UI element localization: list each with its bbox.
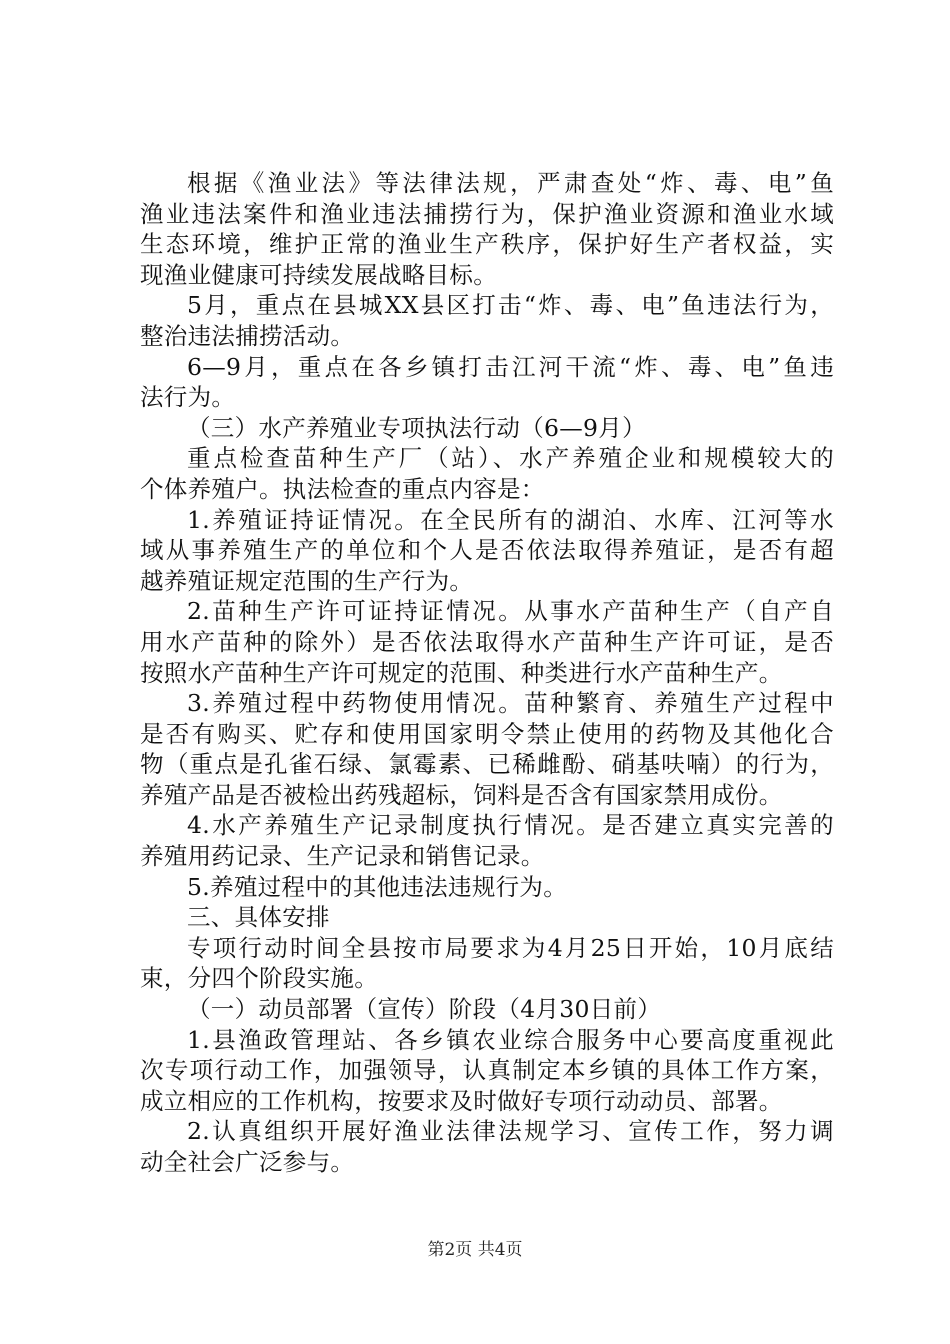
- paragraph-line: 个体养殖户。执法检查的重点内容是：: [140, 474, 545, 503]
- paragraph-line: 重点检查苗种生产厂（站）、水产养殖企业和规模较大的: [187, 444, 834, 473]
- paragraph-line: 1.养殖证持证情况。在全民所有的湖泊、水库、江河等水: [187, 505, 834, 534]
- paragraph-line: 5月，重点在县城XX县区打击“炸、毒、电”鱼违法行为，: [187, 291, 834, 320]
- paragraph-line: 生态环境，维护正常的渔业生产秩序，保护好生产者权益，实: [140, 230, 834, 259]
- paragraph-line: 用水产苗种的除外）是否依法取得水产苗种生产许可证，是否: [140, 627, 834, 656]
- section-heading: （一）动员部署（宣传）阶段（4月30日前）: [187, 995, 662, 1024]
- paragraph-line: 6—9月，重点在各乡镇打击江河干流“炸、毒、电”鱼违: [187, 352, 834, 381]
- paragraph-line: 2.苗种生产许可证持证情况。从事水产苗种生产（自产自: [187, 597, 834, 626]
- page-footer: 第2页 共4页: [427, 1240, 523, 1260]
- paragraph-line: 养殖产品是否被检出药残超标，饲料是否含有国家禁用成份。: [140, 780, 783, 809]
- paragraph-line: 渔业违法案件和渔业违法捕捞行为，保护渔业资源和渔业水域: [140, 199, 834, 228]
- paragraph-line: 次专项行动工作，加强领导，认真制定本乡镇的具体工作方案，: [140, 1056, 834, 1085]
- paragraph-line: 5.养殖过程中的其他违法违规行为。: [187, 872, 568, 901]
- paragraph-line: 4.水产养殖生产记录制度执行情况。是否建立真实完善的: [187, 811, 834, 840]
- paragraph-line: 整治违法捕捞活动。: [140, 321, 355, 350]
- paragraph-line: 成立相应的工作机构，按要求及时做好专项行动动员、部署。: [140, 1086, 783, 1115]
- paragraph-line: 根据《渔业法》等法律法规，严肃查处“炸、毒、电”鱼: [187, 169, 834, 197]
- section-heading: （三）水产养殖业专项执法行动（6—9月）: [187, 413, 646, 442]
- paragraph-line: 3.养殖过程中药物使用情况。苗种繁育、养殖生产过程中: [187, 689, 834, 718]
- paragraph-line: 法行为。: [140, 383, 236, 412]
- paragraph-line: 1.县渔政管理站、各乡镇农业综合服务中心要高度重视此: [187, 1025, 834, 1054]
- paragraph-line: 是否有购买、贮存和使用国家明令禁止使用的药物及其他化合: [140, 719, 834, 748]
- paragraph-line: 养殖用药记录、生产记录和销售记录。: [140, 842, 545, 871]
- paragraph-line: 按照水产苗种生产许可规定的范围、种类进行水产苗种生产。: [140, 658, 783, 687]
- document-body: [140, 168, 834, 1178]
- paragraph-line: 动全社会广泛参与。: [140, 1148, 355, 1176]
- section-heading: 三、具体安排: [187, 903, 330, 932]
- paragraph-line: 域从事养殖生产的单位和个人是否依法取得养殖证，是否有超: [140, 536, 834, 565]
- paragraph-line: 物（重点是孔雀石绿、氯霉素、已稀雌酚、硝基呋喃）的行为，: [140, 750, 834, 779]
- paragraph-line: 2.认真组织开展好渔业法律法规学习、宣传工作，努力调: [187, 1117, 834, 1146]
- paragraph-line: 束，分四个阶段实施。: [140, 964, 378, 993]
- paragraph-line: 越养殖证规定范围的生产行为。: [140, 566, 474, 595]
- paragraph-line: 现渔业健康可持续发展战略目标。: [140, 260, 497, 289]
- paragraph-line: 专项行动时间全县按市局要求为4月25日开始，10月底结: [187, 933, 834, 962]
